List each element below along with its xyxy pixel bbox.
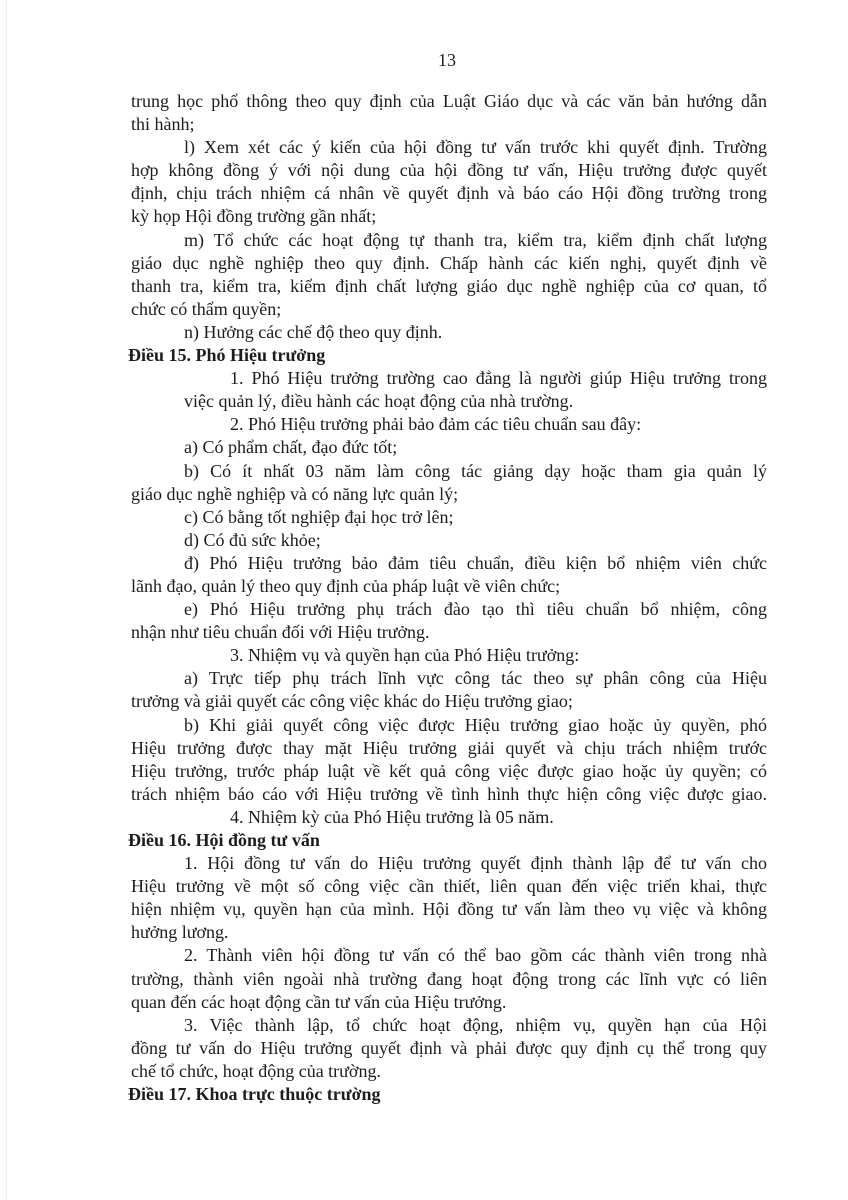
text-line: Hiệu trưởng về một số công việc cần thiết, liên quan đến việc triển khai, thực [131, 876, 767, 897]
clause-a: a) Có phẩm chất, đạo đức tốt; [184, 437, 398, 458]
text-line: Hiệu trưởng, trước pháp luật về kết quả công việc được giao hoặc ủy quyền; có [131, 760, 767, 781]
clause-dd: đ) Phó Hiệu trưởng bảo đảm tiêu chuẩn, điều kiện bổ nhiệm viên chức [184, 552, 767, 573]
text-line: thanh tra, kiểm tra, kiểm định chất lượng giáo dục nghề nghiệp của cơ quan, tổ [131, 275, 767, 296]
clause-a: a) Trực tiếp phụ trách lĩnh vực công tác theo sự phân công của Hiệu [184, 668, 767, 689]
text-line: chế tổ chức, hoạt động của trường. [131, 1060, 381, 1081]
text-line: định, chịu trách nhiệm cá nhân về quyết định và báo cáo Hội đồng trường trong [131, 183, 767, 204]
clause-b: b) Có ít nhất 03 năm làm công tác giảng dạy hoặc tham gia quản lý [184, 460, 767, 481]
article-15-item-3: 3. Nhiệm vụ và quyền hạn của Phó Hiệu trưởng: [230, 645, 580, 666]
page-number: 13 [438, 50, 456, 70]
clause-e: e) Phó Hiệu trưởng phụ trách đào tạo thì tiêu chuẩn bổ nhiệm, công [184, 599, 767, 620]
text-line: trường, thành viên ngoài nhà trường đang hoạt động trong các lĩnh vực có liên [131, 968, 767, 989]
clause-l: l) Xem xét các ý kiến của hội đồng tư vấn trước khi quyết định. Trường [184, 137, 767, 158]
text-line: giáo dục nghề nghiệp và có năng lực quản lý; [131, 483, 459, 504]
scan-edge [6, 0, 7, 1200]
article-15-item-4: 4. Nhiệm kỳ của Phó Hiệu trưởng là 05 năm. [230, 806, 554, 827]
text-line: Hiệu trưởng được thay mặt Hiệu trưởng giải quyết và chịu trách nhiệm trước [131, 737, 767, 758]
clause-n: n) Hưởng các chế độ theo quy định. [184, 321, 443, 342]
article-15-heading: Điều 15. Phó Hiệu trưởng [128, 345, 326, 366]
text-line: thi hành; [131, 114, 195, 135]
text-line: trung học phổ thông theo quy định của Luật Giáo dục và các văn bản hướng dẫn [131, 91, 767, 111]
text-line: đồng tư vấn do Hiệu trưởng quyết định và phải được quy định cụ thể trong quy [131, 1037, 767, 1058]
article-16-item-2: 2. Thành viên hội đồng tư vấn có thể bao gồm các thành viên trong nhà [184, 945, 767, 966]
article-16-item-3: 3. Việc thành lập, tổ chức hoạt động, nhiệm vụ, quyền hạn của Hội [184, 1014, 767, 1035]
clause-d: d) Có đủ sức khỏe; [184, 529, 321, 550]
document-body [128, 90, 767, 1106]
text-line: kỳ họp Hội đồng trường gần nhất; [131, 206, 377, 227]
clause-c: c) Có bằng tốt nghiệp đại học trở lên; [184, 506, 454, 527]
text-line: giáo dục nghề nghiệp theo quy định. Chấp hành các kiến nghị, quyết định về [131, 252, 767, 273]
article-16-item-1: 1. Hội đồng tư vấn do Hiệu trưởng quyết định thành lập để tư vấn cho [184, 853, 767, 874]
article-15-item-1: 1. Phó Hiệu trưởng trường cao đẳng là người giúp Hiệu trưởng trong [230, 368, 767, 389]
text-line: việc quản lý, điều hành các hoạt động của nhà trường. [184, 391, 574, 412]
text-line: quan đến các hoạt động cần tư vấn của Hiệu trưởng. [131, 991, 507, 1012]
clause-b: b) Khi giải quyết công việc được Hiệu trưởng giao hoặc ủy quyền, phó [184, 714, 767, 735]
text-line: hiện nhiệm vụ, quyền hạn của mình. Hội đồng tư vấn làm theo vụ việc và không [131, 899, 767, 920]
text-line: hưởng lương. [131, 922, 229, 943]
article-15-item-2: 2. Phó Hiệu trưởng phải bảo đảm các tiêu chuẩn sau đây: [230, 414, 642, 435]
text-line: lãnh đạo, quản lý theo quy định của pháp luật về viên chức; [131, 575, 561, 596]
text-line: trưởng và giải quyết các công việc khác do Hiệu trưởng giao; [131, 691, 573, 712]
article-17-heading: Điều 17. Khoa trực thuộc trường [128, 1084, 381, 1105]
text-line: nhận như tiêu chuẩn đối với Hiệu trưởng. [131, 622, 430, 643]
text-line: hợp không đồng ý với nội dung của hội đồng tư vấn, Hiệu trưởng được quyết [131, 160, 767, 181]
clause-m: m) Tổ chức các hoạt động tự thanh tra, kiểm tra, kiểm định chất lượng [184, 229, 767, 250]
article-16-heading: Điều 16. Hội đồng tư vấn [128, 830, 320, 850]
text-line: trách nhiệm báo cáo với Hiệu trưởng về tình hình thực hiện công việc được giao. [131, 783, 767, 804]
text-line: chức có thẩm quyền; [131, 298, 282, 319]
